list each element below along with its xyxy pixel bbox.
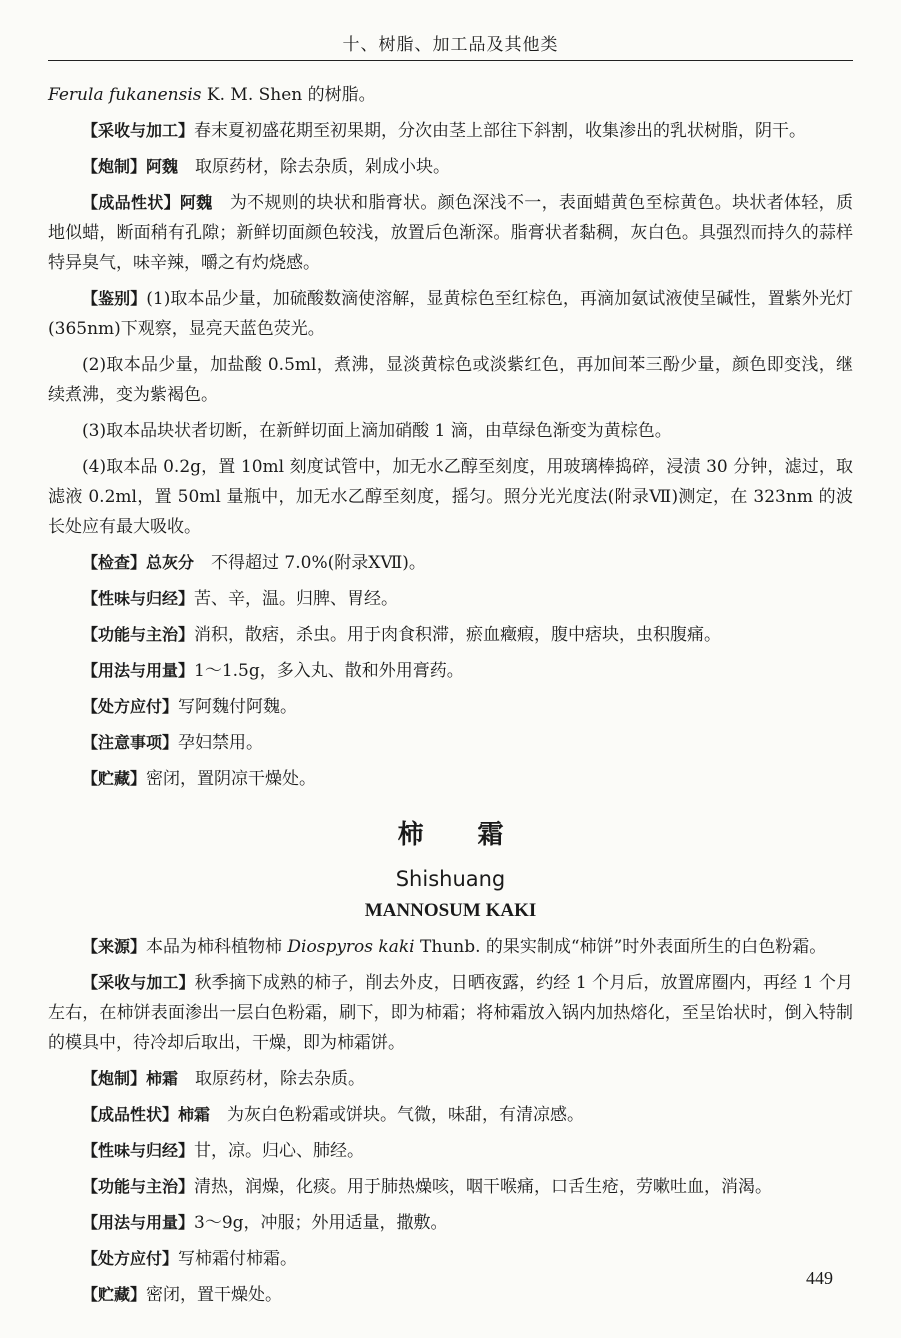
- section-text: 本品为柿科植物柿: [146, 937, 288, 957]
- source-tail-text: K. M. Shen 的树脂。: [201, 85, 376, 105]
- section-label: 【功能与主治】: [82, 1177, 195, 1196]
- section-text: 消积，散痞，杀虫。用于肉食积滞，瘀血癥瘕，腹中痞块，虫积腹痛。: [194, 625, 722, 645]
- ferula-inspection: [48, 548, 853, 578]
- shishuang-prescription: [48, 1244, 853, 1274]
- ferula-source-tail: [48, 80, 853, 110]
- section-text: 不得超过 7.0%(附录ⅩⅦ)。: [194, 553, 426, 573]
- section-label: 【用法与用量】: [82, 661, 195, 680]
- shishuang-nature: [48, 1136, 853, 1166]
- ferula-processing: [48, 152, 853, 182]
- ferula-identification-4: (4)取本品 0.2g，置 10ml 刻度试管中，加无水乙醇至刻度，用玻璃棒捣碎，浸渍 30 分钟，滤过，取滤液 0.2ml，置 50ml 量瓶中，加无水乙醇至刻度，摇匀。照分光光度法(附录Ⅶ)测定，在 323nm 的波长处应有最大吸收。: [48, 457, 853, 537]
- section-label: 【成品性状】柿霜: [82, 1105, 211, 1124]
- section-label: 【鉴别】: [82, 289, 147, 308]
- section-text: 取原药材，除去杂质。: [178, 1069, 366, 1089]
- shishuang-appearance: [48, 1100, 853, 1130]
- ferula-nature: [48, 584, 853, 614]
- shishuang-dosage: [48, 1208, 853, 1238]
- ferula-appearance: [48, 188, 853, 278]
- ferula-collection: [48, 116, 853, 146]
- section-text: 密闭，置阴凉干燥处。: [146, 769, 317, 789]
- shishuang-storage: [48, 1280, 853, 1310]
- ferula-caution: [48, 728, 853, 758]
- section-text: 取原药材，除去杂质，剁成小块。: [178, 157, 451, 177]
- section-text: 为不规则的块状和脂膏状。颜色深浅不一，表面蜡黄色至棕黄色。块状者体轻，质地似蜡，断面稍有孔隙；新鲜切面颜色较浅，放置后色渐深。脂膏状者黏稠，灰白色。具强烈而持久的蒜样特异臭气，味辛辣，嚼之有灼烧感。: [48, 193, 853, 273]
- ferula-function: [48, 620, 853, 650]
- section-label: 【处方应付】: [82, 697, 179, 716]
- shishuang-function: [48, 1172, 853, 1202]
- section-label: 【炮制】柿霜: [82, 1069, 179, 1088]
- monograph-pinyin: Shishuang: [395, 867, 506, 891]
- ferula-identification-3: (3)取本品块状者切断，在新鲜切面上滴加硝酸 1 滴，由草绿色渐变为黄棕色。: [82, 421, 672, 441]
- section-text: 为灰白色粉霜或饼块。气微，味甜，有清凉感。: [210, 1105, 585, 1125]
- ferula-storage: [48, 764, 853, 794]
- page-number: 449: [806, 1268, 833, 1288]
- section-text: 甘，凉。归心、肺经。: [194, 1141, 365, 1161]
- section-label: 【用法与用量】: [82, 1213, 195, 1232]
- monograph-title: 柿霜: [397, 820, 558, 850]
- running-header: 十、树脂、加工品及其他类: [342, 35, 559, 55]
- section-label: 【处方应付】: [82, 1249, 179, 1268]
- section-label: 【采收与加工】: [82, 121, 195, 140]
- ferula-identification-2: (2)取本品少量，加盐酸 0.5ml，煮沸，显淡黄棕色或淡紫红色，再加间苯三酚少量，颜色即变浅，继续煮沸，变为紫褐色。: [48, 355, 853, 405]
- section-text: 写柿霜付柿霜。: [178, 1249, 298, 1269]
- section-label: 【炮制】阿魏: [82, 157, 179, 176]
- section-text: 秋季摘下成熟的柿子，削去外皮，日晒夜露，约经 1 个月后，放置席圈内，再经 1 个月左右，在柿饼表面渗出一层白色粉霜，刷下，即为柿霜；将柿霜放入锅内加热熔化，至呈饴状时，倒入特制的模具中，待冷却后取出，干燥，即为柿霜饼。: [48, 973, 853, 1053]
- shishuang-processing: [48, 1064, 853, 1094]
- section-text: (1)取本品少量，加硫酸数滴使溶解，显黄棕色至红棕色，再滴加氨试液使呈碱性，置紫外光灯(365nm)下观察，显亮天蓝色荧光。: [48, 289, 853, 339]
- ferula-identification-1: [48, 284, 853, 344]
- section-label: 【采收与加工】: [82, 973, 195, 992]
- section-label: 【贮藏】: [82, 1285, 147, 1304]
- section-label: 【性味与归经】: [82, 1141, 195, 1160]
- section-label: 【来源】: [82, 937, 147, 956]
- section-text: 1～1.5g，多入丸、散和外用膏药。: [194, 661, 464, 681]
- section-text: 密闭，置干燥处。: [146, 1285, 283, 1305]
- monograph-latin-name: MANNOSUM KAKI: [364, 900, 537, 921]
- section-text: Thunb. 的果实制成“柿饼”时外表面所生的白色粉霜。: [414, 937, 827, 957]
- section-text: 苦、辛，温。归脾、胃经。: [194, 589, 399, 609]
- ferula-prescription: [48, 692, 853, 722]
- section-label: 【注意事项】: [82, 733, 179, 752]
- header-rule: [48, 60, 853, 61]
- section-text: 春末夏初盛花期至初果期，分次由茎上部往下斜割，收集渗出的乳状树脂，阴干。: [194, 121, 807, 141]
- shishuang-source: [48, 932, 853, 962]
- section-label: 【贮藏】: [82, 769, 147, 788]
- section-label: 【功能与主治】: [82, 625, 195, 644]
- section-text: 写阿魏付阿魏。: [178, 697, 298, 717]
- latin-name: Ferula fukanensis: [48, 85, 202, 105]
- section-label: 【成品性状】阿魏: [82, 193, 213, 212]
- shishuang-collection: [48, 968, 853, 1058]
- page-body: [48, 80, 853, 1316]
- section-label: 【检查】总灰分: [82, 553, 195, 572]
- section-text: 3～9g，冲服；外用适量，撒敷。: [194, 1213, 448, 1233]
- section-label: 【性味与归经】: [82, 589, 195, 608]
- section-text: 孕妇禁用。: [178, 733, 264, 753]
- ferula-dosage: [48, 656, 853, 686]
- section-text: 清热，润燥，化痰。用于肺热燥咳，咽干喉痛，口舌生疮，劳嗽吐血，消渴。: [194, 1177, 773, 1197]
- latin-name: Diospyros kaki: [287, 937, 415, 957]
